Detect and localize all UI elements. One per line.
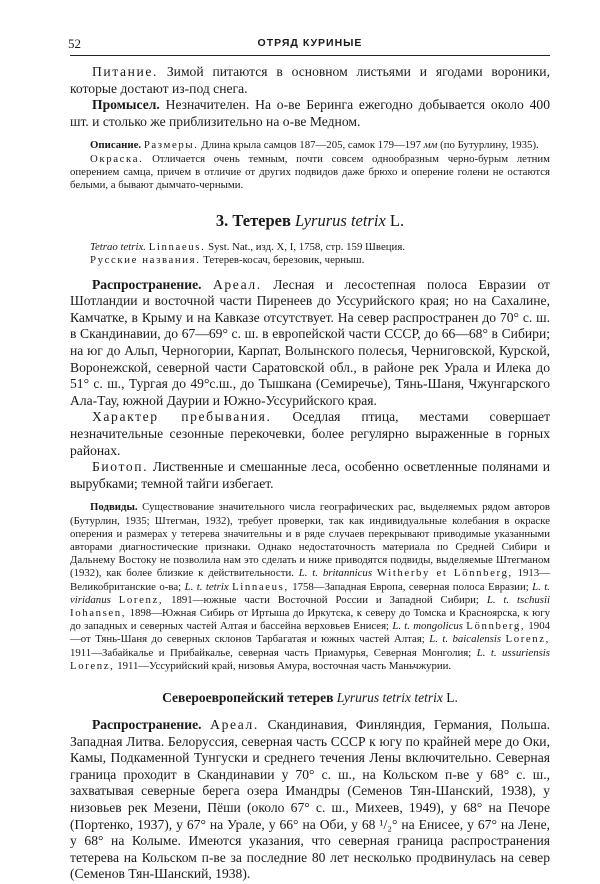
running-header bbox=[70, 36, 550, 54]
subspecies-distribution-label: Распространение. bbox=[92, 716, 202, 732]
distribution-paragraph bbox=[70, 277, 550, 410]
stay-text: Оседлая птица, местами совершает незначительные сезонные перекочевки, более регулярно выраженные в горных районах. bbox=[70, 409, 551, 458]
subspecies-title-author: L. bbox=[446, 689, 458, 705]
biotope-label: Биотоп. bbox=[92, 459, 149, 475]
biotope-text: Лиственные и смешанные леса, особенно осветленные полянами и вырубками; темной тайги избегает. bbox=[70, 459, 550, 491]
page-number: 52 bbox=[68, 36, 81, 51]
food-label: Питание. bbox=[92, 64, 159, 79]
trade-paragraph bbox=[70, 97, 550, 130]
sizes-label: Размеры. bbox=[143, 139, 199, 152]
species-title-author: L. bbox=[389, 211, 405, 231]
subspecies-paragraph bbox=[70, 501, 550, 673]
subspecies-item: L. t. britannicus Witherby et Lönnberg, 1913—Великобританские о-ва; bbox=[70, 567, 550, 593]
description-sizes bbox=[70, 139, 550, 152]
subspecies-item: L. t. ussuriensis Lorenz, 1911—Уссурийский край, низовья Амура, восточная часть Маньчжурии. bbox=[70, 646, 551, 672]
synonymy bbox=[70, 241, 550, 254]
description-label: Описание. bbox=[90, 139, 142, 152]
food-text: Зимой питаются в основном листьями и ягодами вороники, которые достают из-под снега. bbox=[70, 64, 550, 96]
species-title-prefix: 3. Тетерев bbox=[215, 211, 291, 231]
subspecies-distribution-paragraph bbox=[70, 717, 550, 883]
russian-names-label: Русские названия. bbox=[90, 254, 201, 267]
coloration-text: Отличается очень темным, почти совсем однообразным черно-бурым летним оперением самца, причем в отличие от других подвидов даже брюхо и оперение голени не остаются белыми, а бывают дымчато-черными. bbox=[70, 152, 551, 191]
food-paragraph bbox=[70, 64, 550, 97]
subspecies-item: L. t. tetrix Linnaeus, 1758—Западная Европа, северная полоса Евразии; bbox=[184, 580, 529, 593]
synonym-latin: Tetrao tetrix. bbox=[90, 241, 146, 254]
subspecies-item: L. t. tschusii Iohansen, 1898—Южная Сибирь от Иртыша до Иркутска, к северу до Томска и Красноярска, к югу до западных и северных частей Алтая и бассейна верховьев Енисея; bbox=[70, 593, 550, 633]
sizes-unit: мм bbox=[423, 139, 438, 152]
areal-label: Ареал. bbox=[212, 276, 262, 292]
synonym-reference: Syst. Nat., изд. X, I, 1758, стр. 159 Швеция. bbox=[208, 241, 405, 254]
subspecies-item: L. t. mongolicus Lönnberg, 1904—от Тянь-Шаня до северных склонов Тарбагатая и южных частей Алтая; bbox=[70, 620, 550, 646]
coloration-label: Окраска. bbox=[90, 152, 144, 165]
areal-text: Лесная и лесостепная полоса Евразии от Шотландии и восточной части Пиренеев до Уссурийского края; но на Сахалине, Камчатке, в Крыму и на Кавказе отсутствует. На север распространен до 70° с. ш. в Скандинавии, до 67—69° с. ш. в европейской части СССР, до 66—68° в Сибири; на юг до Альп, Черногории, Карпат, Волынского полесья, Черниговской, Курской, Воронежской, северной части Саратовской обл., в районе рек Урала и Илека до 51° с. ш., Тургая до 49°с.ш., до Тышкана (Семиречье), Тянь-Шаня, Чжунгарского Ала-Тау, южной Даурии и Южно-Уссурийского края. bbox=[70, 276, 551, 408]
trade-text: Незначителен. На о-ве Беринга ежегодно добывается около 400 шт. и столько же приблизительно на о-ве Медном. bbox=[70, 97, 550, 129]
subspecies-areal-text: Скандинавия, Финляндия, Германия, Польша. Западная Литва. Белоруссия, северная часть СССР к югу по крайней мере до Оки, Камы, Подкаменной Тунгуски и среднего течения Лены включительно. Северная граница проходит в Скандинавии у 70° с. ш., на Кольском п-ве у 68° с. ш., захватывая северные берега озера Имандры (Семенов Тян-Шанский, 1938), у низовьев рек Мезени, Пёши (около 67° с. ш., Михеев, 1949), у 68° на Печоре (Портенко, 1937), у 67° на Урале, у 66° на Оби, у 68 ¹/₂° на Енисее, у 67° на Лене, у 68° на Колыме. Имеются указания, что северная граница распространения тетерева на Кольском п-ве за последние 80 лет несколько продвинулась на север (Семенов Тян-Шанский, 1938). bbox=[70, 716, 551, 882]
sizes-reference: (по Бутурлину, 1935). bbox=[440, 139, 539, 152]
species-title bbox=[70, 211, 550, 231]
biotope-paragraph bbox=[70, 459, 550, 492]
sizes-text: Длина крыла самцов 187—205, самок 179—197 bbox=[201, 139, 421, 152]
subspecies-title-prefix: Североевропейский тетерев bbox=[162, 689, 334, 705]
subspecies-title bbox=[70, 690, 550, 706]
distribution-label: Распространение. bbox=[92, 276, 202, 292]
subspecies-areal-label: Ареал. bbox=[210, 716, 259, 732]
russian-names-text: Тетерев-косач, березовик, черныш. bbox=[203, 254, 365, 267]
subspecies-intro: Существование значительного числа географических рас, выделяемых рядом авторов (Бутурлин, 1935; Штегман, 1932), требует проверки, так как индивидуальные колебания в окраске оперения и размерах у тетерева значительны и в ряде случаев перекрывают приводимые указанными авторами диагностические признаки. Однако недостаточность материала по Средней Сибири и Дальнему Востоку не позволила нам это сделать и ниже приводятся подвиды, выделяемые Штегманом (1932), как более близкие к действительности. bbox=[70, 501, 550, 580]
subspecies-item: L. t. baicalensis Lorenz, 1911—Забайкалье и Прибайкалье, северная часть Приамурья, Северная Монголия; bbox=[70, 633, 550, 659]
subspecies-item: L. t. viridanus Lorenz, 1891—южные части Восточной России и Западной Сибири; bbox=[70, 580, 551, 606]
running-title: ОТРЯД КУРИНЫЕ bbox=[257, 37, 363, 49]
subspecies-title-latin: Lyrurus tetrix tetrix bbox=[336, 689, 443, 705]
trade-label: Промысел. bbox=[92, 97, 160, 113]
stay-label: Характер пребывания. bbox=[92, 409, 272, 425]
subspecies-label: Подвиды. bbox=[90, 501, 138, 514]
page bbox=[70, 36, 550, 883]
coloration-paragraph bbox=[70, 153, 550, 193]
stay-paragraph bbox=[70, 409, 550, 459]
synonym-author: Linnaeus. bbox=[148, 241, 206, 254]
species-title-latin: Lyrurus tetrix bbox=[295, 211, 386, 231]
russian-names bbox=[70, 254, 550, 267]
